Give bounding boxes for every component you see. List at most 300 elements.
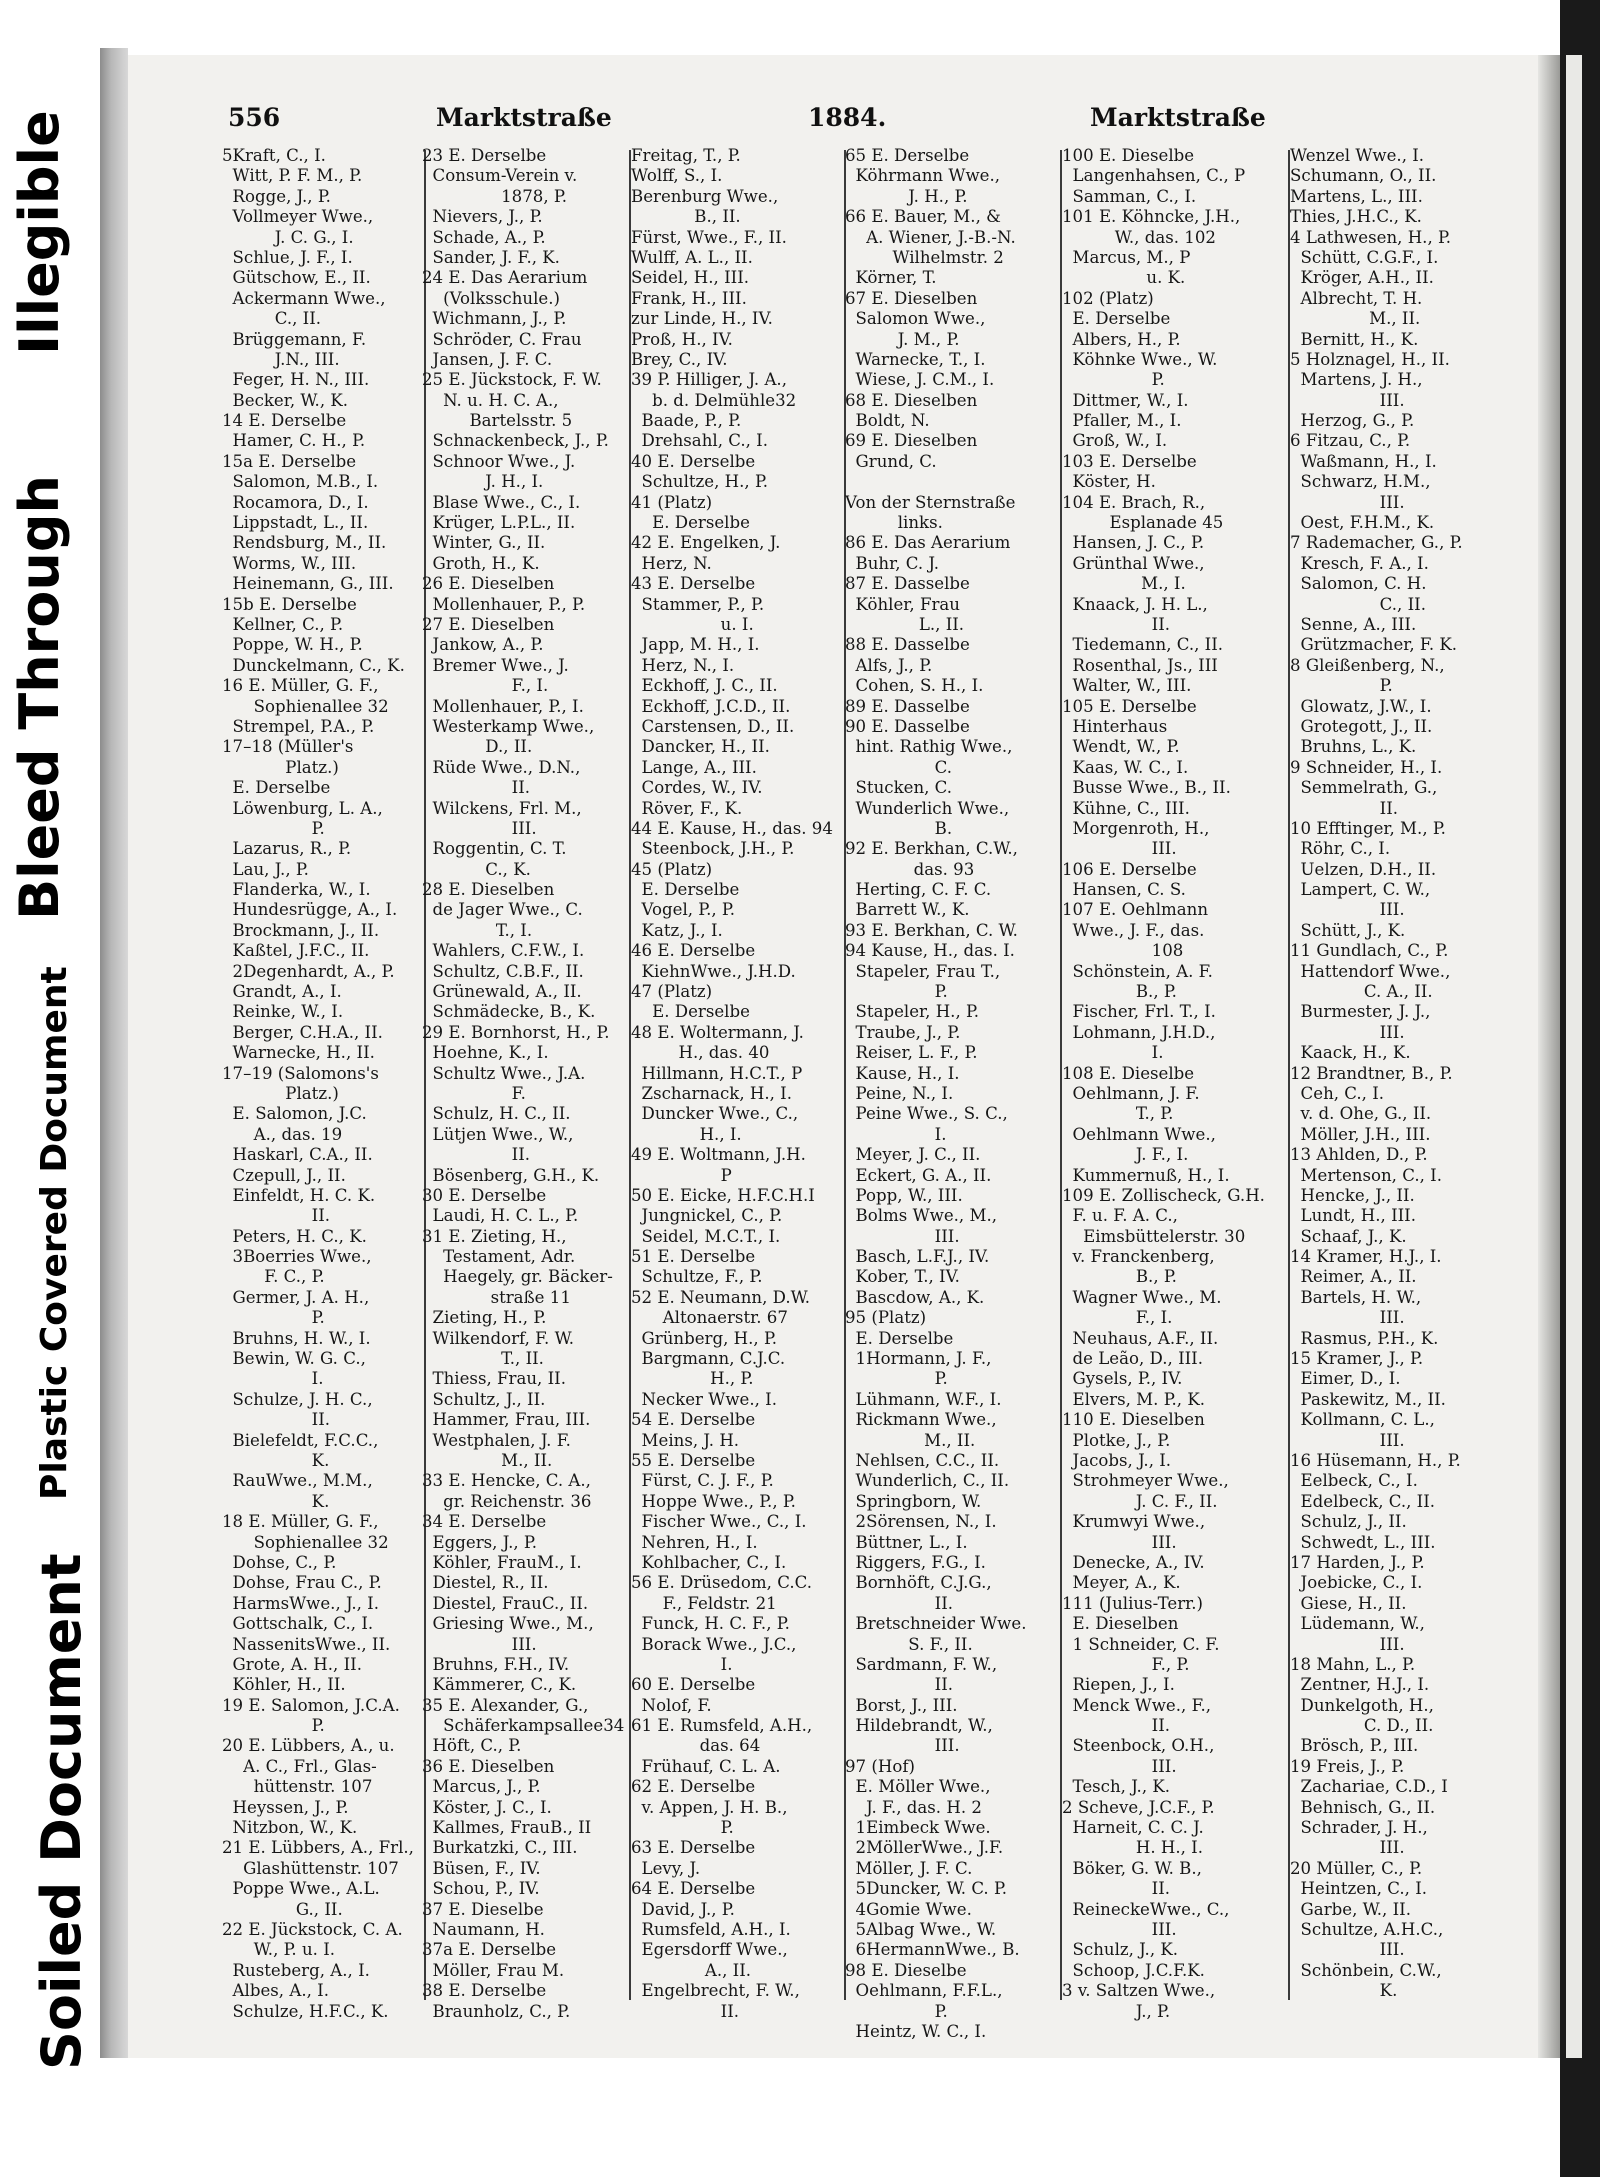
directory-entry: Fischer Wwe., C., I.	[631, 1512, 807, 1532]
directory-entry: Busse Wwe., B., II.	[1062, 778, 1231, 798]
directory-entry: T., I.	[422, 920, 533, 940]
directory-entry: Nievers, J., P.	[422, 207, 543, 227]
directory-entry: K.	[222, 1491, 330, 1511]
directory-entry: Peine, N., I.	[845, 1083, 954, 1103]
directory-entry: Alfs, J., P.	[845, 655, 933, 675]
directory-entry: P	[631, 1165, 732, 1185]
directory-entry: Reinke, W., I.	[222, 1002, 344, 1022]
directory-entry: Schrader, J. H.,	[1290, 1818, 1428, 1838]
directory-entry: Bruhns, H. W., I.	[222, 1328, 371, 1348]
directory-entry: III.	[1062, 1919, 1177, 1939]
directory-column-4	[845, 146, 1058, 2041]
directory-entry: zur Linde, H., IV.	[631, 309, 773, 329]
directory-entry: 93 E. Berkhan, C. W.	[845, 920, 1018, 940]
directory-entry: 44 E. Kause, H., das. 94	[631, 818, 833, 838]
directory-entry: 60 E. Derselbe	[631, 1675, 756, 1695]
directory-entry: Schütt, J., K.	[1290, 920, 1406, 940]
directory-entry: Gysels, P., IV.	[1062, 1369, 1183, 1389]
directory-entry: Testament, Adr.	[422, 1247, 576, 1267]
directory-entry: Lühmann, W.F., I.	[845, 1389, 1002, 1409]
directory-entry: Uelzen, D.H., II.	[1290, 859, 1437, 879]
directory-entry: Schoop, J.C.F.K.	[1062, 1960, 1205, 1980]
directory-entry: Wilckens, Frl. M.,	[422, 798, 582, 818]
directory-entry: 29 E. Bornhorst, H., P.	[422, 1022, 610, 1042]
directory-entry: Dittmer, W., I.	[1062, 390, 1189, 410]
directory-entry: 67 E. Dieselben	[845, 288, 978, 308]
directory-entry: 17–18 (Müller's	[222, 737, 354, 757]
directory-entry: Berger, C.H.A., II.	[222, 1022, 383, 1042]
directory-entry: Hansen, J. C., P.	[1062, 533, 1205, 553]
directory-entry: P.	[845, 2001, 948, 2021]
directory-entry: Schnackenbeck, J., P.	[422, 431, 609, 451]
directory-entry: Springborn, W.	[845, 1491, 982, 1511]
directory-entry: Lütjen Wwe., W.,	[422, 1124, 574, 1144]
page-edge-shadow	[100, 48, 128, 2058]
directory-entry: 2 Scheve, J.C.F., P.	[1062, 1797, 1215, 1817]
directory-entry: RauWwe., M.M.,	[222, 1471, 373, 1491]
directory-entry: Böker, G. W. B.,	[1062, 1858, 1202, 1878]
directory-entry: P.	[222, 1716, 325, 1736]
directory-entry: Poppe, W. H., P.	[222, 635, 363, 655]
directory-entry: Eimer, D., I.	[1290, 1369, 1401, 1389]
directory-entry: Waßmann, H., I.	[1290, 451, 1437, 471]
page-number: 556	[228, 103, 281, 132]
directory-entry: 88 E. Dasselbe	[845, 635, 970, 655]
directory-entry: Elvers, M. P., K.	[1062, 1389, 1205, 1409]
directory-entry: Diestel, R., II.	[422, 1573, 549, 1593]
directory-entry: 50 E. Eicke, H.F.C.H.I	[631, 1185, 815, 1205]
directory-entry: Albes, A., I.	[222, 1981, 329, 2001]
directory-entry	[845, 472, 1058, 492]
directory-entry: 13 Ahlden, D., P.	[1290, 1145, 1428, 1165]
directory-entry: Laudi, H. C. L., P.	[422, 1206, 579, 1226]
directory-entry: III.	[1290, 1308, 1405, 1328]
directory-entry: M., I.	[1062, 574, 1186, 594]
directory-entry: III.	[422, 818, 537, 838]
directory-entry: 42 E. Engelken, J.	[631, 533, 781, 553]
directory-entry: Von der Sternstraße	[845, 492, 1016, 512]
directory-entry: E. Salomon, J.C.	[222, 1104, 367, 1124]
directory-entry: Schulze, H.F.C., K.	[222, 2001, 389, 2021]
directory-entry: 106 E. Derselbe	[1062, 859, 1197, 879]
street-heading-right: Marktstraße	[1090, 103, 1266, 132]
directory-entry: Tesch, J., K.	[1062, 1777, 1171, 1797]
directory-entry: H. H., I.	[1062, 1838, 1203, 1858]
directory-entry: Schwedt, L., III.	[1290, 1532, 1436, 1552]
directory-entry: Kröger, A.H., II.	[1290, 268, 1434, 288]
directory-entry: Strempel, P.A., P.	[222, 716, 375, 736]
directory-entry: Röver, F., K.	[631, 798, 743, 818]
directory-entry: 46 E. Derselbe	[631, 941, 756, 961]
directory-entry: Vogel, P., P.	[631, 900, 735, 920]
directory-entry: K.	[1290, 1981, 1398, 2001]
directory-entry: 66 E. Bauer, M., &	[845, 207, 1001, 227]
directory-entry: A., das. 19	[222, 1124, 343, 1144]
directory-entry: M., II.	[845, 1430, 976, 1450]
directory-entry: Cordes, W., IV.	[631, 778, 763, 798]
directory-entry: J. H., I.	[422, 472, 544, 492]
directory-entry: Lampert, C. W.,	[1290, 880, 1431, 900]
directory-entry: Bascdow, A., K.	[845, 1287, 985, 1307]
directory-entry: 62 E. Derselbe	[631, 1777, 756, 1797]
directory-entry: 107 E. Oehlmann	[1062, 900, 1209, 920]
directory-entry: Eckert, G. A., II.	[845, 1165, 992, 1185]
directory-entry: Heinemann, G., III.	[222, 574, 394, 594]
directory-entry: Meins, J. H.	[631, 1430, 740, 1450]
directory-entry: Burmester, J. J.,	[1290, 1002, 1431, 1022]
directory-entry: E. Dieselben	[1062, 1614, 1179, 1634]
directory-entry: Schultz, J., II.	[422, 1389, 546, 1409]
directory-entry: E. Derselbe	[1062, 309, 1171, 329]
directory-entry: das. 93	[845, 859, 975, 879]
directory-entry: 9 Schneider, H., I.	[1290, 757, 1443, 777]
directory-entry: Schultze, F., P.	[631, 1267, 763, 1287]
directory-entry: Köhrmann Wwe.,	[845, 166, 1001, 186]
directory-entry: Krumwyi Wwe.,	[1062, 1512, 1206, 1532]
directory-entry: Bielefeldt, F.C.C.,	[222, 1430, 379, 1450]
directory-entry: 6 Fitzau, C., P.	[1290, 431, 1411, 451]
directory-entry: 28 E. Dieselben	[422, 880, 555, 900]
directory-entry: P.	[1062, 370, 1165, 390]
directory-entry: H., P.	[631, 1369, 754, 1389]
directory-entry: P.	[845, 982, 948, 1002]
directory-entry: 10 Efftinger, M., P.	[1290, 818, 1446, 838]
directory-entry: Sophienallee 32	[222, 696, 389, 716]
directory-entry: C.	[845, 757, 953, 777]
bleed-through-label: Bleed Through	[8, 475, 71, 920]
directory-entry: Stammer, P., P.	[631, 594, 765, 614]
directory-entry: Möller, J.H., III.	[1290, 1124, 1431, 1144]
directory-entry: Gütschow, E., II.	[222, 268, 371, 288]
directory-entry: Levy, J.	[631, 1858, 701, 1878]
directory-entry: H., I.	[631, 1124, 742, 1144]
directory-entry: F., Feldstr. 21	[631, 1593, 777, 1613]
directory-entry: 54 E. Derselbe	[631, 1410, 756, 1430]
directory-entry: III.	[1290, 492, 1405, 512]
directory-entry: Kollmann, C. L.,	[1290, 1410, 1435, 1430]
directory-entry: W., das. 102	[1062, 227, 1216, 247]
directory-entry: Schwarz, H.M.,	[1290, 472, 1431, 492]
directory-entry: Zentner, H.J., I.	[1290, 1675, 1430, 1695]
directory-entry: E. Derselbe	[222, 778, 331, 798]
directory-entry: Bornhöft, C.J.G.,	[845, 1573, 992, 1593]
directory-entry: J. F., das. H. 2	[845, 1797, 982, 1817]
directory-entry: Kallmes, FrauB., II	[422, 1818, 592, 1838]
directory-entry: 5Duncker, W. C. P.	[845, 1879, 1008, 1899]
directory-entry: 8 Gleißenberg, N.,	[1290, 655, 1445, 675]
directory-entry: E. Derselbe	[631, 1002, 750, 1022]
directory-entry: Kause, H., I.	[845, 1063, 960, 1083]
directory-entry: 16 Hüsemann, H., P.	[1290, 1451, 1461, 1470]
directory-entry: Oehlmann, J. F.	[1062, 1083, 1200, 1103]
directory-entry: KiehnWwe., J.H.D.	[631, 961, 796, 981]
directory-entry: Funck, H. C. F., P.	[631, 1614, 790, 1634]
directory-entry: Wilhelmstr. 2	[845, 247, 1004, 267]
directory-entry: Brey, C., IV.	[631, 349, 728, 369]
directory-entry: Mollenhauer, P., P.	[422, 594, 586, 614]
directory-entry: 30 E. Derselbe	[422, 1185, 547, 1205]
directory-entry: II.	[1290, 798, 1399, 818]
directory-entry: Fürst, C. J. F., P.	[631, 1471, 774, 1491]
directory-entry: 39 P. Hilliger, J. A.,	[631, 370, 787, 390]
directory-entry: Platz.)	[222, 1083, 339, 1103]
directory-entry: Sardmann, F. W.,	[845, 1654, 998, 1674]
directory-entry: Wulff, A. L., II.	[631, 247, 753, 267]
directory-entry: u. K.	[1062, 268, 1186, 288]
directory-entry: hüttenstr. 107	[222, 1777, 373, 1797]
directory-entry: Marcus, M., P	[1062, 247, 1191, 267]
directory-entry: Plotke, J., P.	[1062, 1430, 1171, 1450]
directory-entry: Nehlsen, C.C., II.	[845, 1451, 1000, 1470]
directory-entry: Poppe Wwe., A.L.	[222, 1879, 380, 1899]
directory-entry: III.	[1290, 1634, 1405, 1654]
directory-entry: Körner, T.	[845, 268, 937, 288]
directory-entry: Wunderlich Wwe.,	[845, 798, 1010, 818]
directory-entry: Meyer, A., K.	[1062, 1573, 1181, 1593]
directory-entry: J.N., III.	[222, 349, 340, 369]
directory-entry: Traube, J., P.	[845, 1022, 961, 1042]
directory-entry: Schlue, J. F., I.	[222, 247, 353, 267]
directory-entry: links.	[845, 513, 943, 533]
directory-entry: W., P. u. I.	[222, 1940, 336, 1960]
directory-entry: Wilkendorf, F. W.	[422, 1328, 575, 1348]
directory-entry: Berenburg Wwe.,	[631, 186, 779, 206]
directory-entry: Kaßtel, J.F.C., II.	[222, 941, 370, 961]
directory-entry: 40 E. Derselbe	[631, 451, 756, 471]
directory-entry: Jungnickel, C., P.	[631, 1206, 783, 1226]
directory-entry: 102 (Platz)	[1062, 288, 1154, 308]
directory-entry: P.	[222, 818, 325, 838]
directory-entry: Semmelrath, G.,	[1290, 778, 1438, 798]
directory-entry: Steenbock, O.H.,	[1062, 1736, 1215, 1756]
directory-entry: Consum-Verein v.	[422, 166, 578, 186]
directory-entry: Burkatzki, C., III.	[422, 1838, 578, 1858]
directory-entry: Wwe., J. F., das.	[1062, 920, 1205, 940]
directory-entry: Worms, W., III.	[222, 553, 357, 573]
directory-entry: 108	[1062, 941, 1184, 961]
directory-entry: II.	[222, 1410, 331, 1430]
directory-entry: C. D., II.	[1290, 1716, 1434, 1736]
directory-entry: Morgenroth, H.,	[1062, 818, 1210, 838]
directory-entry: Marcus, J., P.	[422, 1777, 541, 1797]
directory-entry: M., II.	[422, 1451, 553, 1470]
directory-entry: Höft, C., P.	[422, 1736, 522, 1756]
directory-entry: K.	[222, 1451, 330, 1470]
directory-entry: Nehren, H., I.	[631, 1532, 758, 1552]
directory-entry: Boldt, N.	[845, 411, 930, 431]
directory-entry: Löwenburg, L. A.,	[222, 798, 383, 818]
directory-entry: Braunholz, C., P.	[422, 2001, 571, 2021]
directory-entry: Wenzel Wwe., I.	[1290, 146, 1425, 165]
directory-entry: Köster, H.	[1062, 472, 1156, 492]
directory-entry: Wolff, S., I.	[631, 166, 723, 186]
directory-entry: 15a E. Derselbe	[222, 451, 357, 471]
directory-entry: Cohen, S. H., I.	[845, 676, 984, 696]
directory-entry: v. Appen, J. H. B.,	[631, 1797, 788, 1817]
directory-entry: Albrecht, T. H.	[1290, 288, 1423, 308]
directory-entry: II.	[422, 778, 531, 798]
directory-entry: Schade, A., P.	[422, 227, 546, 247]
directory-entry: 5Kraft, C., I.	[222, 146, 326, 165]
directory-entry: Kämmerer, C., K.	[422, 1675, 577, 1695]
directory-entry: Groth, H., K.	[422, 553, 540, 573]
directory-entry: Hencke, J., II.	[1290, 1185, 1415, 1205]
directory-entry: Riggers, F.G., I.	[845, 1552, 986, 1572]
directory-entry: Kober, T., IV.	[845, 1267, 960, 1287]
directory-entry: I.	[845, 1124, 947, 1144]
directory-entry: Schulz, J., II.	[1290, 1512, 1407, 1532]
directory-entry: Rusteberg, A., I.	[222, 1960, 370, 1980]
directory-entry: Joebicke, C., I.	[1290, 1573, 1423, 1593]
directory-entry: 109 E. Zollischeck, G.H.	[1062, 1185, 1265, 1205]
directory-entry: Vollmeyer Wwe.,	[222, 207, 374, 227]
directory-entry: II.	[845, 1675, 954, 1695]
directory-entry: 48 E. Woltermann, J.	[631, 1022, 804, 1042]
directory-entry: 17 Harden, J., P.	[1290, 1552, 1425, 1572]
directory-entry: Hundesrügge, A., I.	[222, 900, 398, 920]
directory-entry: E. Derselbe	[845, 1328, 954, 1348]
directory-entry: F., P.	[1062, 1654, 1190, 1674]
soiled-document-label: Soiled Document	[30, 1553, 93, 2070]
directory-entry: 21 E. Lübbers, A., Frl.,	[222, 1838, 414, 1858]
directory-entry: Lange, A., III.	[631, 757, 757, 777]
directory-entry: Grünberg, H., P.	[631, 1328, 778, 1348]
directory-entry: Köster, J. C., I.	[422, 1797, 552, 1817]
directory-entry: Kummernuß, H., I.	[1062, 1165, 1230, 1185]
directory-entry: de Jager Wwe., C.	[422, 900, 583, 920]
directory-entry: Bruhns, L., K.	[1290, 737, 1417, 757]
directory-entry: 2Sörensen, N., I.	[845, 1512, 997, 1532]
directory-column-3	[631, 146, 844, 2021]
directory-entry: Salomon, C. H.	[1290, 574, 1427, 594]
directory-entry: Meyer, J. C., II.	[845, 1145, 981, 1165]
directory-entry: 27 E. Dieselben	[422, 614, 555, 634]
directory-entry: 104 E. Brach, R.,	[1062, 492, 1206, 512]
directory-entry: Czepull, J., II.	[222, 1165, 346, 1185]
directory-entry: Westerkamp Wwe.,	[422, 716, 595, 736]
directory-entry: J. F., I.	[1062, 1145, 1189, 1165]
directory-entry: Mollenhauer, P., I.	[422, 696, 584, 716]
directory-entry: Freitag, T., P.	[631, 146, 741, 165]
directory-entry: Bolms Wwe., M.,	[845, 1206, 998, 1226]
directory-entry: Dohse, Frau C., P.	[222, 1573, 382, 1593]
directory-entry: III.	[422, 1634, 537, 1654]
directory-entry: Schulz, H. C., II.	[422, 1104, 571, 1124]
directory-entry: Feger, H. N., III.	[222, 370, 370, 390]
directory-entry: C., II.	[222, 309, 322, 329]
directory-entry: Bremer Wwe., J.	[422, 655, 569, 675]
directory-entry: Schultz Wwe., J.A.	[422, 1063, 586, 1083]
directory-entry: Bruhns, F.H., IV.	[422, 1654, 570, 1674]
directory-entry: Büsen, F., IV.	[422, 1858, 541, 1878]
directory-entry: David, J., P.	[631, 1899, 735, 1919]
directory-entry: Bargmann, C.J.C.	[631, 1349, 786, 1369]
directory-entry: B., P.	[1062, 1267, 1177, 1287]
directory-entry: 98 E. Dieselbe	[845, 1960, 967, 1980]
directory-entry: Grünewald, A., II.	[422, 982, 582, 1002]
directory-entry: L., II.	[845, 614, 965, 634]
directory-entry: de Leão, D., III.	[1062, 1349, 1204, 1369]
directory-entry: Naumann, H.	[422, 1919, 545, 1939]
directory-entry: 36 E. Dieselben	[422, 1756, 555, 1776]
directory-entry: Nitzbon, W., K.	[222, 1818, 358, 1838]
directory-entry: Strohmeyer Wwe.,	[1062, 1471, 1229, 1491]
directory-entry: 86 E. Das Aerarium	[845, 533, 1011, 553]
directory-entry: Carstensen, D., II.	[631, 716, 795, 736]
directory-entry: Reiser, L. F., P.	[845, 1043, 978, 1063]
directory-entry: (Volksschule.)	[422, 288, 560, 308]
directory-entry: 1Hormann, J. F.,	[845, 1349, 992, 1369]
directory-entry: F., I.	[422, 676, 549, 696]
page-header	[228, 103, 1266, 143]
directory-entry: Albers, H., P.	[1062, 329, 1181, 349]
directory-entry: Peters, H. C., K.	[222, 1226, 367, 1246]
directory-entry: Grandt, A., I.	[222, 982, 342, 1002]
directory-entry: F.	[422, 1083, 526, 1103]
directory-entry: Brüggemann, F.	[222, 329, 367, 349]
directory-column-6	[1290, 146, 1495, 2006]
directory-entry: Heintzen, C., I.	[1290, 1879, 1428, 1899]
directory-entry: Lohmann, J.H.D.,	[1062, 1022, 1216, 1042]
directory-entry: P.	[845, 1369, 948, 1389]
directory-entry: T., P.	[1062, 1104, 1174, 1124]
directory-entry: Lüdemann, W.,	[1290, 1614, 1425, 1634]
directory-entry: Herz, N., I.	[631, 655, 735, 675]
directory-entry: Wichmann, J., P.	[422, 309, 567, 329]
directory-entry: 23 E. Derselbe	[422, 146, 547, 165]
directory-entry: Winter, G., II.	[422, 533, 546, 553]
directory-entry: Frank, H., III.	[631, 288, 747, 308]
directory-entry: 55 E. Derselbe	[631, 1451, 756, 1470]
directory-entry: Neuhaus, A.F., II.	[1062, 1328, 1219, 1348]
directory-entry: III.	[1290, 1430, 1405, 1450]
directory-entry: Sander, J. F., K.	[422, 247, 560, 267]
directory-entry: 111 (Julius-Terr.)	[1062, 1593, 1203, 1613]
directory-entry: III.	[1290, 1022, 1405, 1042]
directory-entry: Samman, C., I.	[1062, 186, 1197, 206]
directory-entry: Büttner, L., I.	[845, 1532, 968, 1552]
directory-entry: E. Derselbe	[631, 880, 740, 900]
directory-entry: Barrett W., K.	[845, 900, 970, 920]
directory-entry: Riepen, J., I.	[1062, 1675, 1175, 1695]
directory-entry: 4Gomie Wwe.	[845, 1899, 972, 1919]
directory-entry: Schütt, C.G.F., I.	[1290, 247, 1439, 267]
directory-entry: Schulze, J. H. C.,	[222, 1389, 373, 1409]
directory-entry: Rocamora, D., I.	[222, 492, 369, 512]
directory-entry: P.	[1290, 676, 1393, 696]
directory-entry: 15b E. Derselbe	[222, 594, 357, 614]
directory-entry: 20 E. Lübbers, A., u.	[222, 1736, 395, 1756]
directory-entry: 35 E. Alexander, G.,	[422, 1695, 589, 1715]
directory-entry: Eelbeck, C., I.	[1290, 1471, 1418, 1491]
directory-entry: Esplanade 45	[1062, 513, 1224, 533]
directory-entry: 56 E. Drüsedom, C.C.	[631, 1573, 812, 1593]
directory-entry: 7 Rademacher, G., P.	[1290, 533, 1463, 553]
directory-entry: 5 Holznagel, H., II.	[1290, 349, 1450, 369]
scan-background-right	[1560, 0, 1600, 2177]
directory-entry: Bösenberg, G.H., K.	[422, 1165, 600, 1185]
directory-entry: Eckhoff, J.C.D., II.	[631, 696, 791, 716]
directory-entry: Kohlbacher, C., I.	[631, 1552, 787, 1572]
directory-entry: Bartels, H. W.,	[1290, 1287, 1422, 1307]
directory-entry: Schäferkampsallee34	[422, 1716, 625, 1736]
directory-entry: Rogge, J., P.	[222, 186, 331, 206]
directory-entry: 3 v. Saltzen Wwe.,	[1062, 1981, 1216, 2001]
directory-entry: Duncker Wwe., C.,	[631, 1104, 799, 1124]
directory-entry: Warnecke, T., I.	[845, 349, 986, 369]
year-heading: 1884.	[808, 103, 887, 132]
directory-entry: 37a E. Derselbe	[422, 1940, 557, 1960]
